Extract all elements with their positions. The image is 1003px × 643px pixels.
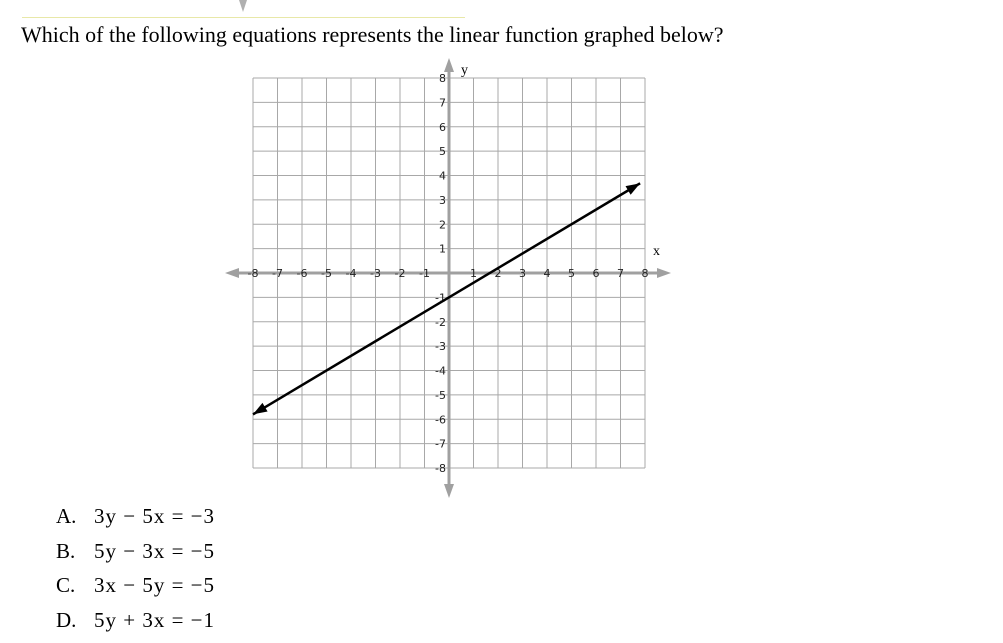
x-tick-label: 1 [470,267,477,280]
plotted-line [253,183,640,414]
x-tick-label: 8 [641,267,649,280]
x-tick-label: -1 [419,267,430,280]
y-tick-label: -2 [435,315,446,329]
x-tick-label: -4 [345,267,357,280]
y-tick-label: 1 [439,242,446,256]
axes [225,58,671,498]
y-tick-label: 7 [439,96,446,110]
x-tick-label: 7 [617,267,624,280]
function-line [253,183,640,414]
x-tick-label: -3 [370,267,381,280]
x-axis-arrow-right-icon [657,268,671,278]
y-tick-label: 5 [439,145,446,159]
x-tick-label: 3 [519,267,526,280]
line-arrow-end-icon [626,183,641,194]
answer-equation: 5y + 3x = −1 [94,607,216,632]
y-tick-label: 2 [439,218,446,232]
y-tick-label: -7 [435,437,446,451]
line-arrow-start-icon [253,403,268,414]
y-tick-label: -3 [435,340,446,354]
answer-letter: D. [56,607,77,632]
y-tick-label: 6 [439,120,446,134]
answer-equation: 5y − 3x = −5 [94,538,216,563]
answer-equation: 3y − 5x = −3 [94,504,216,528]
x-tick-label: 5 [568,267,575,280]
answer-choice-b[interactable] [56,538,215,573]
y-tick-label: -6 [435,413,446,427]
x-tick-label: -6 [296,267,308,280]
y-tick-label: -4 [435,364,446,378]
x-tick-label: -2 [394,267,406,280]
answer-letter: A. [56,504,77,528]
x-tick-label: 2 [494,267,502,280]
x-tick-label: 4 [543,267,551,280]
x-tick-label: -5 [321,267,332,280]
y-tick-label: 3 [439,193,446,207]
answer-choice-a[interactable] [56,503,215,538]
answer-choice-d[interactable] [56,607,215,642]
x-axis-label: x [653,244,660,259]
y-axis-arrow-down-icon [444,484,454,498]
y-axis-label: y [461,63,468,78]
answer-letter: C. [56,573,76,597]
y-tick-label: -8 [435,462,446,475]
answer-letter: B. [56,538,76,563]
x-tick-label: -8 [247,267,259,280]
y-tick-label: -1 [435,291,446,305]
x-axis-arrow-left-icon [225,268,239,278]
x-tick-label: -7 [272,267,283,280]
answer-equation: 3x − 5y = −5 [94,573,216,597]
y-tick-label: -5 [435,388,446,402]
question-text: Which of the following equations represents the linear function graphed below? [21,22,724,47]
answer-choice-c[interactable] [56,572,215,607]
y-axis-arrow-up-icon [444,58,454,72]
y-tick-label: 4 [439,169,446,183]
x-tick-label: 6 [592,267,600,280]
y-tick-label: 8 [439,72,446,85]
answer-choices [56,503,215,641]
